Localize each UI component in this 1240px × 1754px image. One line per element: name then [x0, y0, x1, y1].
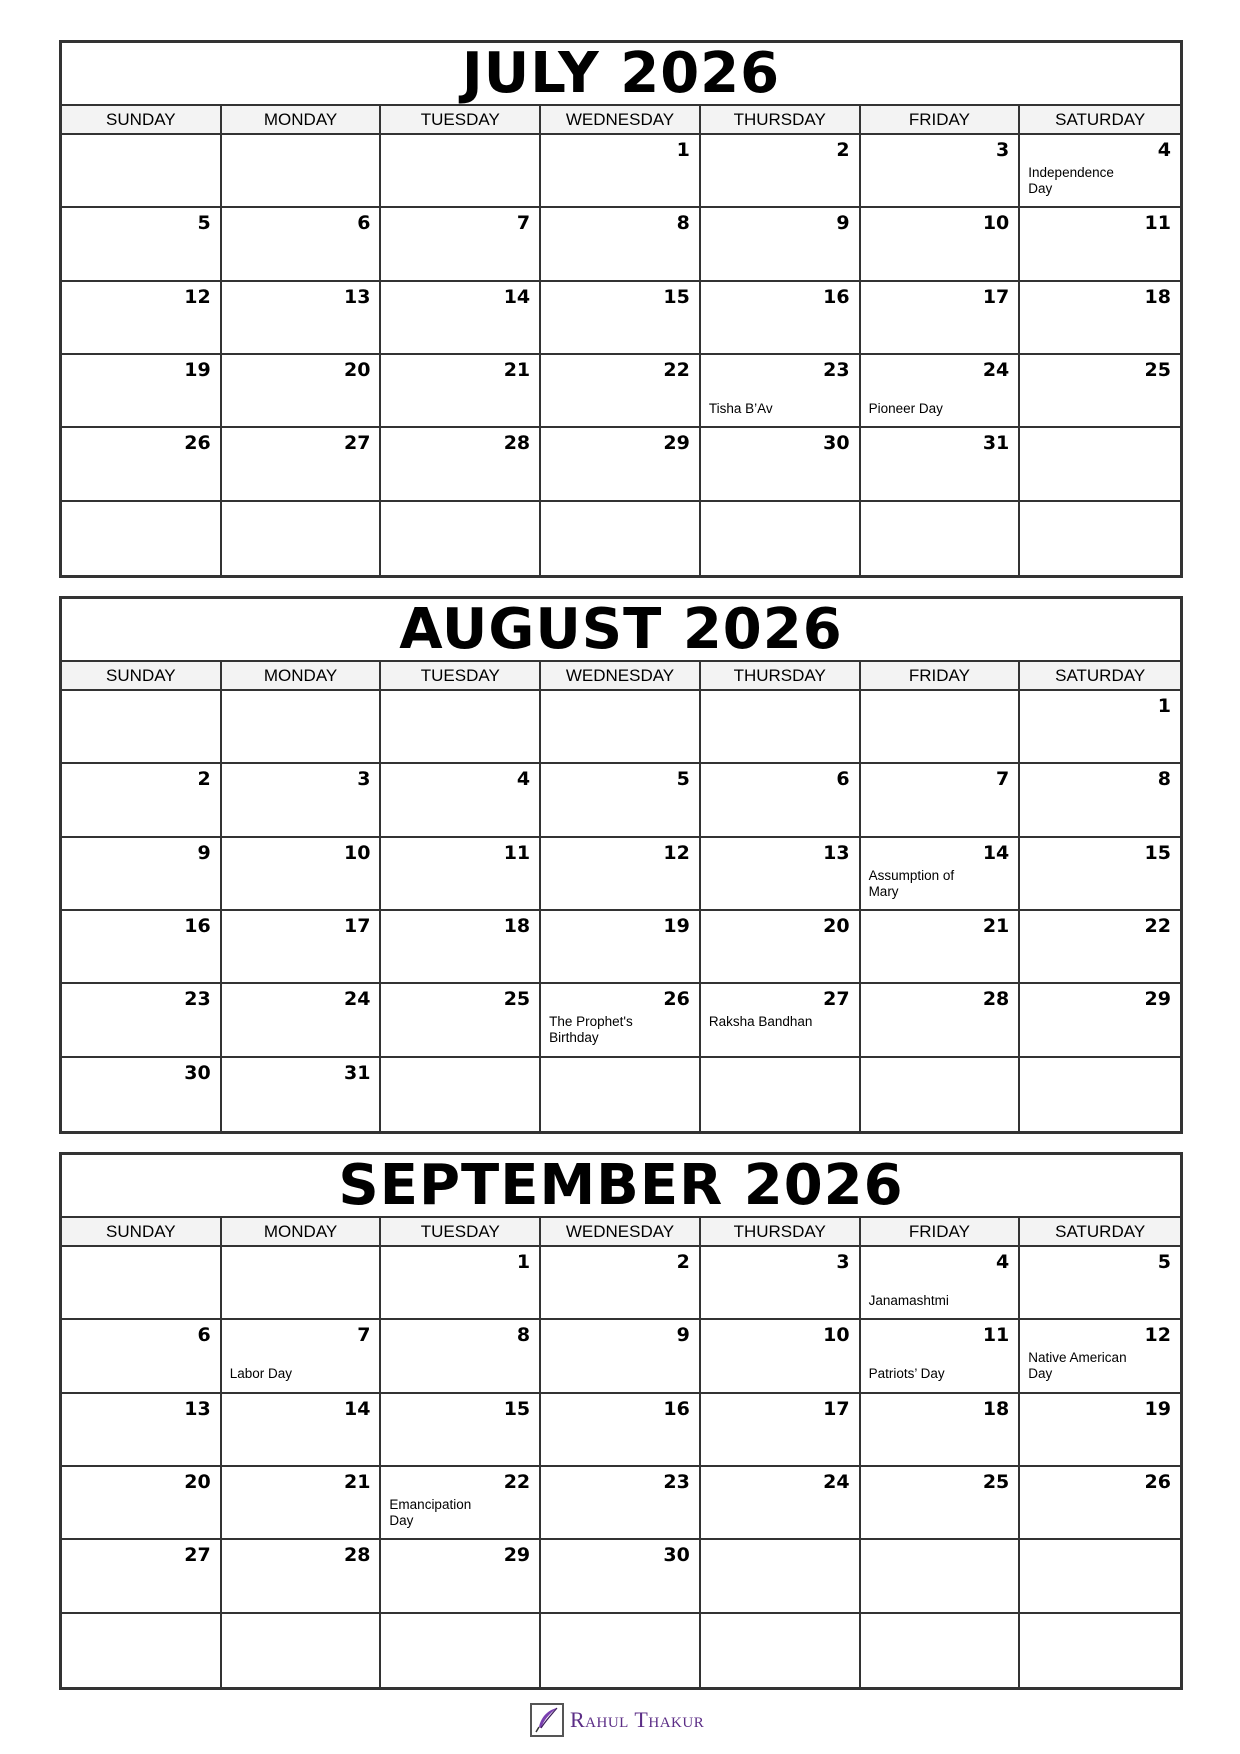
day-number: 12	[663, 841, 690, 864]
day-number: 29	[1144, 988, 1171, 1011]
day-cell	[222, 208, 382, 281]
day-number: 4	[996, 1251, 1010, 1273]
day-number: 13	[343, 285, 371, 308]
day-cell	[1020, 428, 1180, 501]
day-number: 31	[982, 432, 1010, 455]
day-number: 8	[676, 212, 690, 235]
day-number: 17	[823, 1397, 850, 1420]
day-cell	[861, 1320, 1021, 1393]
day-cell	[1020, 1540, 1180, 1613]
day-cell	[62, 208, 222, 281]
weekday-label: THURSDAY	[701, 1218, 861, 1245]
day-cell	[381, 135, 541, 208]
day-number: 11	[1144, 212, 1171, 235]
day-number: 31	[343, 1061, 371, 1084]
day-cell	[1020, 764, 1180, 837]
day-number: 8	[516, 1324, 531, 1347]
day-cell	[861, 838, 1021, 911]
day-cell	[1020, 208, 1180, 281]
day-number: 12	[1144, 1324, 1171, 1347]
day-number: 17	[982, 285, 1010, 308]
day-cell	[1020, 984, 1180, 1057]
day-number: 4	[1157, 139, 1171, 161]
day-number: 1	[516, 1251, 531, 1273]
day-number: 6	[836, 768, 850, 791]
holiday-label: Labor Day	[229, 1366, 292, 1382]
month-calendar	[59, 1152, 1183, 1690]
day-cell	[701, 984, 861, 1057]
day-cell	[1020, 282, 1180, 355]
day-number: 14	[503, 285, 531, 308]
weekday-label: THURSDAY	[701, 662, 861, 689]
brand-name: Rahul Thakur	[570, 1707, 705, 1732]
day-cell	[62, 838, 222, 911]
feather-quill-icon	[530, 1703, 564, 1737]
day-cell	[1020, 1058, 1180, 1131]
day-cell	[861, 911, 1021, 984]
day-cell	[1020, 1467, 1180, 1540]
day-cell	[222, 355, 382, 428]
weekday-label: MONDAY	[222, 1218, 382, 1245]
day-cell	[861, 1247, 1021, 1320]
day-cell	[701, 764, 861, 837]
day-number: 27	[343, 432, 371, 455]
weekday-label: SUNDAY	[62, 1218, 222, 1245]
day-number: 1	[1157, 695, 1171, 717]
day-number: 24	[982, 359, 1010, 381]
day-cell	[861, 355, 1021, 428]
weekday-label: TUESDAY	[381, 106, 541, 133]
day-cell	[381, 1320, 541, 1393]
day-cell	[62, 135, 222, 208]
day-cell	[701, 1058, 861, 1131]
day-cell	[1020, 502, 1180, 575]
day-cell	[861, 984, 1021, 1057]
day-number: 1	[676, 139, 690, 161]
weekday-label: SATURDAY	[1055, 109, 1146, 129]
day-cell	[701, 355, 861, 428]
day-cell	[1020, 691, 1180, 764]
weekday-label: WEDNESDAY	[541, 662, 701, 689]
holiday-label: The Prophet's Birthday	[549, 1014, 633, 1046]
day-cell	[541, 911, 701, 984]
day-number: 19	[1144, 1397, 1171, 1420]
day-number: 25	[1144, 359, 1171, 381]
day-cell	[1020, 911, 1180, 984]
day-cell	[861, 282, 1021, 355]
day-number: 7	[516, 212, 531, 235]
day-number: 11	[503, 841, 531, 864]
day-number: 13	[184, 1397, 211, 1420]
day-number: 20	[823, 915, 850, 937]
day-cell	[541, 764, 701, 837]
day-number: 19	[184, 359, 211, 381]
month-title: AUGUST 2026	[62, 599, 1180, 662]
day-cell	[62, 428, 222, 501]
weekday-label: THURSDAY	[701, 106, 861, 133]
day-number: 21	[503, 359, 531, 381]
day-number: 24	[823, 1471, 850, 1493]
day-number: 2	[197, 768, 211, 791]
day-number: 5	[1157, 1251, 1171, 1273]
day-number: 16	[663, 1397, 690, 1420]
day-number: 9	[197, 841, 211, 864]
day-number: 4	[516, 768, 531, 791]
day-cell	[701, 428, 861, 501]
day-cell	[62, 282, 222, 355]
day-number: 19	[663, 915, 690, 937]
day-cell	[222, 764, 382, 837]
weekday-label: SUNDAY	[62, 106, 222, 133]
day-cell	[381, 208, 541, 281]
day-cell	[861, 1058, 1021, 1131]
holiday-label: Janamashtmi	[868, 1293, 949, 1308]
day-cell	[222, 1540, 382, 1613]
weekday-label: SATURDAY	[1055, 665, 1146, 685]
weekday-label: SATURDAY	[1055, 1221, 1146, 1241]
day-cell	[222, 911, 382, 984]
day-cell	[222, 984, 382, 1057]
weekday-label: TUESDAY	[381, 1218, 541, 1245]
day-cell	[541, 1540, 701, 1613]
day-cell	[222, 1320, 382, 1393]
day-number: 28	[982, 988, 1010, 1011]
weekday-label: SUNDAY	[62, 662, 222, 689]
holiday-label: Raksha Bandhan	[708, 1014, 813, 1030]
day-cell	[541, 838, 701, 911]
day-cell	[62, 355, 222, 428]
day-cell	[381, 1467, 541, 1540]
month-calendar	[59, 596, 1183, 1134]
day-cell	[381, 1247, 541, 1320]
day-cell	[381, 1058, 541, 1131]
day-cell	[222, 502, 382, 575]
day-number: 8	[1157, 768, 1171, 791]
day-cell	[541, 208, 701, 281]
day-cell	[222, 282, 382, 355]
day-number: 12	[184, 285, 211, 308]
day-number: 27	[823, 988, 850, 1011]
day-cell	[1020, 1394, 1180, 1467]
day-cell	[1020, 135, 1180, 208]
day-number: 30	[663, 1544, 690, 1567]
day-cell	[541, 282, 701, 355]
day-number: 2	[836, 139, 850, 161]
day-number: 23	[663, 1471, 690, 1493]
day-cell	[701, 1467, 861, 1540]
day-number: 21	[982, 915, 1010, 937]
day-cell	[701, 911, 861, 984]
day-cell	[861, 691, 1021, 764]
day-number: 26	[663, 988, 690, 1011]
footer-branding	[530, 1700, 704, 1740]
day-cell	[541, 1247, 701, 1320]
day-cell	[62, 1247, 222, 1320]
weekday-label: WEDNESDAY	[541, 106, 701, 133]
holiday-label: Tisha B’Av	[708, 401, 773, 416]
day-cell	[381, 1540, 541, 1613]
day-cell	[381, 1614, 541, 1687]
day-cell	[381, 764, 541, 837]
day-number: 10	[343, 841, 371, 864]
weekday-header-row	[62, 662, 1180, 691]
month-title: JULY 2026	[62, 43, 1180, 106]
day-cell	[381, 838, 541, 911]
day-cell	[62, 911, 222, 984]
day-number: 18	[982, 1397, 1010, 1420]
day-cell	[701, 502, 861, 575]
weekday-label: FRIDAY	[861, 106, 1021, 133]
day-cell	[541, 1394, 701, 1467]
month-title: SEPTEMBER 2026	[62, 1155, 1180, 1218]
holiday-label: Emancipation Day	[389, 1497, 472, 1528]
day-number: 25	[982, 1471, 1010, 1493]
day-cell	[381, 1394, 541, 1467]
day-number: 15	[1144, 841, 1171, 864]
day-cell	[381, 502, 541, 575]
day-number: 7	[357, 1324, 371, 1347]
day-number: 10	[982, 212, 1010, 235]
day-cell	[701, 1247, 861, 1320]
day-cell	[541, 355, 701, 428]
day-cell	[701, 691, 861, 764]
holiday-label: Native American Day	[1028, 1350, 1127, 1382]
day-number: 5	[676, 768, 690, 791]
day-cell	[62, 1058, 222, 1131]
day-number: 10	[823, 1324, 850, 1347]
day-cell	[62, 502, 222, 575]
weekday-header-row	[62, 1218, 1180, 1247]
day-number: 22	[1144, 915, 1171, 937]
day-cell	[541, 691, 701, 764]
day-cell	[541, 984, 701, 1057]
day-cell	[222, 838, 382, 911]
day-number: 6	[197, 1324, 211, 1347]
day-cell	[701, 135, 861, 208]
weekday-label: TUESDAY	[381, 662, 541, 689]
day-grid	[62, 1247, 1180, 1687]
day-cell	[701, 1614, 861, 1687]
day-number: 3	[357, 768, 371, 791]
day-number: 23	[184, 988, 211, 1011]
day-cell	[62, 1540, 222, 1613]
day-number: 28	[343, 1544, 371, 1567]
day-cell	[222, 1058, 382, 1131]
day-cell	[701, 208, 861, 281]
weekday-label: WEDNESDAY	[541, 1218, 701, 1245]
day-cell	[1020, 1614, 1180, 1687]
day-cell	[541, 502, 701, 575]
day-cell	[701, 1394, 861, 1467]
day-number: 16	[184, 915, 211, 937]
day-cell	[222, 1614, 382, 1687]
day-number: 22	[503, 1471, 531, 1493]
day-cell	[861, 135, 1021, 208]
day-cell	[1020, 838, 1180, 911]
day-number: 16	[823, 285, 850, 308]
day-cell	[381, 355, 541, 428]
day-number: 2	[676, 1251, 690, 1273]
day-cell	[701, 838, 861, 911]
day-cell	[861, 428, 1021, 501]
day-cell	[222, 135, 382, 208]
day-number: 20	[343, 359, 371, 381]
day-number: 15	[503, 1397, 531, 1420]
weekday-label: FRIDAY	[861, 1218, 1021, 1245]
day-number: 20	[184, 1471, 211, 1493]
day-number: 26	[184, 432, 211, 455]
day-cell	[62, 1320, 222, 1393]
day-cell	[861, 1540, 1021, 1613]
day-number: 3	[836, 1251, 850, 1273]
day-cell	[1020, 355, 1180, 428]
month-calendar	[59, 40, 1183, 578]
day-cell	[62, 984, 222, 1057]
day-cell	[381, 428, 541, 501]
day-cell	[541, 1320, 701, 1393]
day-number: 22	[663, 359, 690, 381]
day-cell	[222, 1467, 382, 1540]
day-grid	[62, 691, 1180, 1131]
day-cell	[541, 1467, 701, 1540]
day-number: 25	[503, 988, 531, 1011]
weekday-label: MONDAY	[222, 106, 382, 133]
day-number: 15	[663, 285, 690, 308]
day-number: 30	[823, 432, 850, 455]
day-number: 5	[197, 212, 211, 235]
weekday-header-row	[62, 106, 1180, 135]
day-number: 9	[836, 212, 850, 235]
day-cell	[1020, 1247, 1180, 1320]
day-cell	[541, 428, 701, 501]
day-cell	[861, 764, 1021, 837]
day-cell	[381, 984, 541, 1057]
day-number: 23	[823, 359, 850, 381]
day-cell	[381, 691, 541, 764]
day-number: 18	[503, 915, 531, 937]
day-number: 14	[982, 841, 1010, 864]
day-number: 27	[184, 1544, 211, 1567]
holiday-label: Assumption of Mary	[868, 867, 955, 899]
day-number: 11	[982, 1324, 1010, 1347]
holiday-label: Patriots’ Day	[868, 1366, 945, 1382]
day-cell	[701, 282, 861, 355]
day-cell	[541, 1058, 701, 1131]
day-cell	[222, 691, 382, 764]
day-number: 29	[663, 432, 690, 455]
day-number: 14	[343, 1397, 371, 1420]
day-cell	[381, 282, 541, 355]
day-grid	[62, 135, 1180, 575]
day-cell	[861, 1467, 1021, 1540]
day-number: 26	[1144, 1471, 1171, 1493]
day-cell	[701, 1540, 861, 1613]
day-cell	[1020, 1320, 1180, 1393]
weekday-label: FRIDAY	[861, 662, 1021, 689]
holiday-label: Pioneer Day	[868, 401, 943, 416]
day-cell	[381, 911, 541, 984]
day-number: 17	[343, 915, 371, 937]
day-cell	[62, 1467, 222, 1540]
day-number: 9	[676, 1324, 690, 1347]
day-number: 3	[996, 139, 1010, 161]
day-number: 29	[503, 1544, 531, 1567]
day-number: 18	[1144, 285, 1171, 308]
day-cell	[222, 1394, 382, 1467]
day-number: 13	[823, 841, 850, 864]
day-cell	[701, 1320, 861, 1393]
day-cell	[861, 208, 1021, 281]
day-number: 6	[357, 212, 371, 235]
day-number: 7	[996, 768, 1010, 791]
day-cell	[541, 135, 701, 208]
day-number: 28	[503, 432, 531, 455]
day-cell	[222, 1247, 382, 1320]
day-cell	[861, 1614, 1021, 1687]
day-number: 21	[343, 1471, 371, 1493]
day-number: 24	[343, 988, 371, 1011]
weekday-label: MONDAY	[222, 662, 382, 689]
holiday-label: Independence Day	[1028, 165, 1114, 196]
day-cell	[541, 1614, 701, 1687]
day-cell	[861, 502, 1021, 575]
day-cell	[222, 428, 382, 501]
day-cell	[861, 1394, 1021, 1467]
day-cell	[62, 764, 222, 837]
day-cell	[62, 1394, 222, 1467]
day-number: 30	[184, 1061, 211, 1084]
day-cell	[62, 1614, 222, 1687]
day-cell	[62, 691, 222, 764]
